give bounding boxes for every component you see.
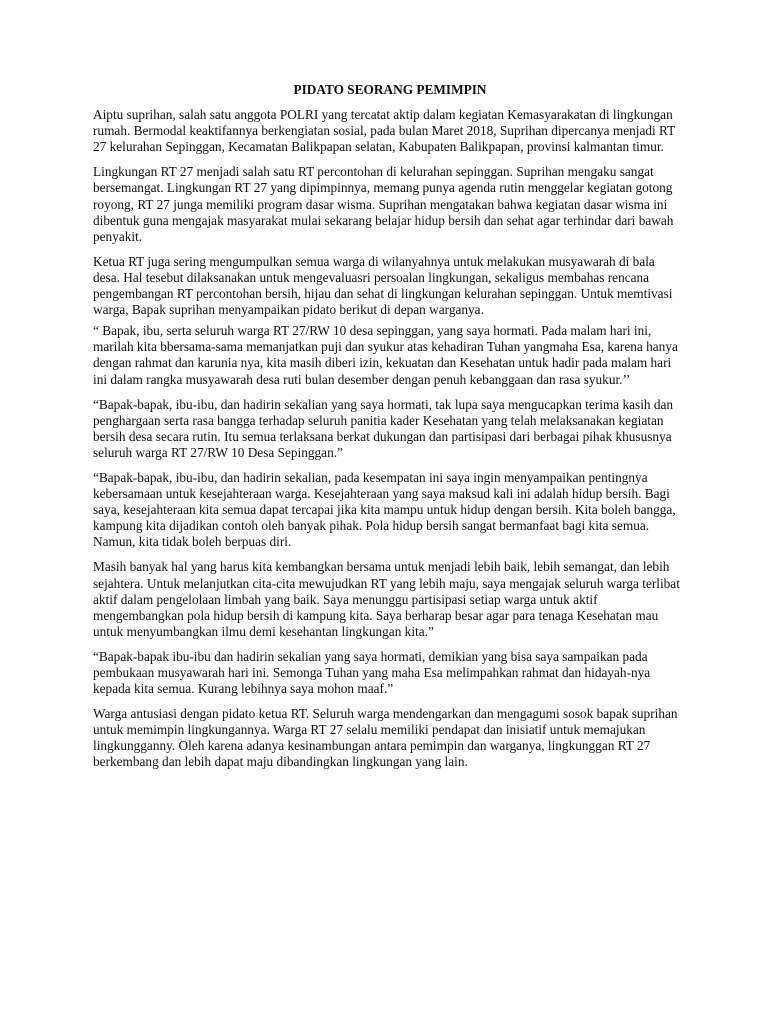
paragraph-8: “Bapak-bapak ibu-ibu dan hadirin sekalian yang saya hormati, demikian yang bisa saya sampaikan pada pembukaan musyawarah hari ini. Semonga Tuhan yang maha Esa melimpahkan rahmat dan hidayah-nya kepada kita semua. Kurang lebihnya saya mohon maaf.” — [93, 648, 651, 697]
document-title: PIDATO SEORANG PEMIMPIN — [293, 82, 487, 97]
paragraph-4: “ Bapak, ibu, serta seluruh warga RT 27/RW 10 desa sepinggan, yang saya hormati. Pada malam hari ini, marilah kita bbersama-sama memanjatkan puji dan syukur atas kehadiran Tuhan yangmaha Esa, karena hanya dengan rahmat dan karunia nya, kita masih diberi izin, kekuatan dan Kesehatan untuk hadir pada malam hari ini dalam rangka musyawarah desa ruti bulan desember dengan penuh kebanggaan dan rasa syukur.’’ — [93, 323, 678, 387]
paragraph-5: “Bapak-bapak, ibu-ibu, dan hadirin sekalian yang saya hormati, tak lupa saya mengucapkan terima kasih dan penghargaan serta rasa bangga terhadap seluruh panitia kader Kesehatan yang telah melaksanakan kegiatan bersih desa secara rutin. Itu semua terlaksana berkat dukungan dan partisipasi dari berbagai pihak khususnya seluruh warga RT 27/RW 10 Desa Sepinggan.” — [93, 396, 674, 460]
document-page — [93, 82, 683, 780]
paragraph-2: Lingkungan RT 27 menjadi salah satu RT percontohan di kelurahan sepinggan. Suprihan mengaku sangat bersemangat. Lingkungan RT 27 yang dipimpinnya, memang punya agenda rutin menggelar kegiatan gotong royong, RT 27 junga memiliki program dasar wisma. Suprihan mengatakan bahwa kegiatan dasar wisma ini dibentuk guna mengajak masyarakat mulai sekarang belajar hidup bersih dan sehat agar terhindar dari bawah penyakit. — [93, 164, 674, 244]
paragraph-1: Aiptu suprihan, salah satu anggota POLRI yang tercatat aktip dalam kegiatan Kemasyarakatan di lingkungan rumah. Bermodal keaktifannya berkengiatan sosial, pada bulan Maret 2018, Suprihan dipercanya menjadi RT 27 kelurahan Sepinggan, Kecamatan Balikpapan selatan, Kabupaten Balikpapan, provinsi kalmantan timur. — [93, 107, 675, 155]
paragraph-3: Ketua RT juga sering mengumpulkan semua warga di wilanyahnya untuk melakukan musyawarah di bala desa. Hal tesebut dilaksanakan untuk mengevaluasri persoalan lingkungan, sekaligus membahas rencana pengembangan RT percontohan bersih, hijau dan sehat di lingkungan kelurahan sepinggan. Untuk memtivasi warga, Bapak suprihan menyampaikan pidato berikut di depan warganya. — [93, 253, 673, 318]
paragraph-9: Warga antusiasi dengan pidato ketua RT. Seluruh warga mendengarkan dan mengagumi sosok bapak suprihan untuk memimpin lingkungannya. Warga RT 27 selalu memiliki pendapat dan inisiatif untuk memajukan lingkungganny. Oleh karena adanya kesinambungan antara pemimpin dan warganya, lingkunggan RT 27 berkembang dan lebih dapat maju dibandingkan lingkungan yang lain. — [93, 706, 678, 770]
paragraph-7: Masih banyak hal yang harus kita kembangkan bersama untuk menjadi lebih baik, lebih semangat, dan lebih sejahtera. Untuk melanjutkan cita-cita mewujudkan RT yang lebih maju, saya mengajak seluruh warga terlibat aktif dalam pengelolaan limbah yang baik. Saya menunggu partisipasi setiap warga untuk aktif mengembangkan pola hidup bersih di kampung kita. Saya berharap besar agar para tenaga Kesehatan mau untuk menyumbangkan ilmu demi kesehantan lingkungan kita.” — [93, 559, 680, 639]
paragraph-6: “Bapak-bapak, ibu-ibu, dan hadirin sekalian, pada kesempatan ini saya ingin menyampaikan pentingnya kebersamaan untuk kesejahteraan warga. Kesejahteraan yang saya maksud kali ini adalah hidup bersih. Bagi saya, kesejahteraan kita semua dapat tercapai jika kita mampu untuk hidup dengan bersih. Kita boleh bangga, kampung kita dijadikan contoh oleh banyak pihak. Pola hidup bersih sangat bermanfaat bagi kita semua. Namun, kita tidak boleh berpuas diri. — [93, 469, 676, 550]
